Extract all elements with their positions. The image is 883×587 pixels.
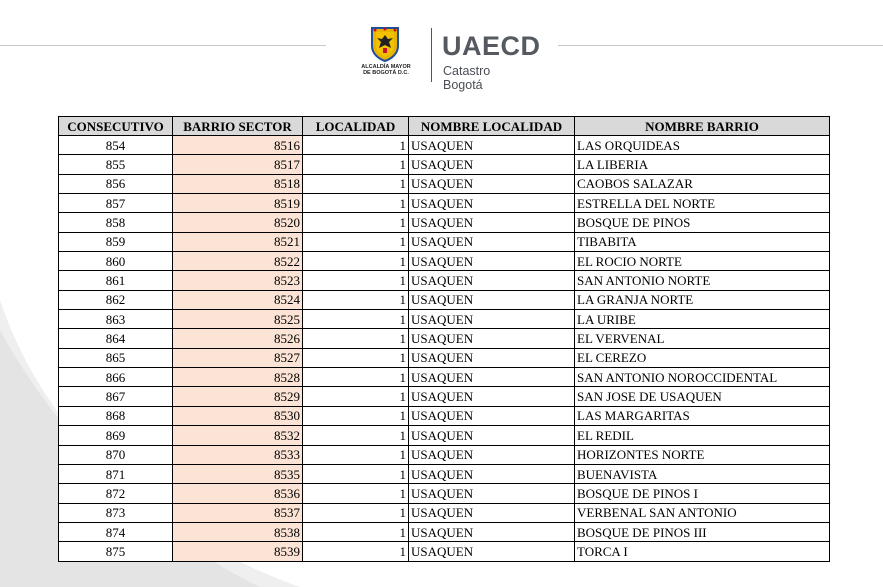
alcaldia-name xyxy=(358,64,414,76)
table-row xyxy=(59,503,830,522)
brand-name: UAECD xyxy=(442,31,541,61)
table-row xyxy=(59,445,830,464)
table-row xyxy=(59,522,830,541)
cell-barrio-sector: 8532 xyxy=(173,426,303,445)
cell-nombre-localidad: USAQUEN xyxy=(409,174,575,193)
uaecd-logo xyxy=(358,26,541,92)
cell-nombre-barrio: EL VERVENAL xyxy=(575,329,830,348)
cell-localidad: 1 xyxy=(303,522,409,541)
cell-barrio-sector: 8529 xyxy=(173,387,303,406)
cell-consecutivo: 855 xyxy=(59,155,173,174)
cell-barrio-sector: 8518 xyxy=(173,174,303,193)
cell-barrio-sector: 8537 xyxy=(173,503,303,522)
table-row xyxy=(59,252,830,271)
logo-divider xyxy=(431,28,432,82)
cell-consecutivo: 875 xyxy=(59,542,173,561)
cell-nombre-barrio: TIBABITA xyxy=(575,232,830,251)
cell-localidad: 1 xyxy=(303,136,409,155)
cell-nombre-localidad: USAQUEN xyxy=(409,406,575,425)
barrios-table xyxy=(58,116,830,562)
cell-barrio-sector: 8526 xyxy=(173,329,303,348)
table-body xyxy=(59,136,830,562)
alcaldia-line-2: DE BOGOTÁ D.C. xyxy=(363,70,409,76)
cell-nombre-barrio: LA LIBERIA xyxy=(575,155,830,174)
cell-consecutivo: 865 xyxy=(59,348,173,367)
cell-nombre-barrio: SAN ANTONIO NOROCCIDENTAL xyxy=(575,368,830,387)
bogota-coat-of-arms-icon xyxy=(370,26,400,62)
cell-consecutivo: 854 xyxy=(59,136,173,155)
cell-barrio-sector: 8519 xyxy=(173,194,303,213)
cell-localidad: 1 xyxy=(303,464,409,483)
column-header-barrio-sector: BARRIO SECTOR xyxy=(173,117,303,136)
cell-nombre-barrio: EL ROCIO NORTE xyxy=(575,252,830,271)
alcaldia-line-1: ALCALDÍA MAYOR xyxy=(361,64,411,70)
cell-nombre-localidad: USAQUEN xyxy=(409,387,575,406)
cell-barrio-sector: 8523 xyxy=(173,271,303,290)
cell-barrio-sector: 8520 xyxy=(173,213,303,232)
table-row xyxy=(59,232,830,251)
cell-nombre-localidad: USAQUEN xyxy=(409,348,575,367)
cell-consecutivo: 868 xyxy=(59,406,173,425)
cell-consecutivo: 861 xyxy=(59,271,173,290)
cell-barrio-sector: 8517 xyxy=(173,155,303,174)
cell-localidad: 1 xyxy=(303,271,409,290)
cell-nombre-localidad: USAQUEN xyxy=(409,290,575,309)
cell-nombre-localidad: USAQUEN xyxy=(409,522,575,541)
table-row xyxy=(59,464,830,483)
cell-localidad: 1 xyxy=(303,252,409,271)
barrios-table-container xyxy=(58,116,830,562)
cell-barrio-sector: 8527 xyxy=(173,348,303,367)
cell-nombre-barrio: EL REDIL xyxy=(575,426,830,445)
column-header-nombre-localidad: NOMBRE LOCALIDAD xyxy=(409,117,575,136)
cell-consecutivo: 866 xyxy=(59,368,173,387)
cell-consecutivo: 856 xyxy=(59,174,173,193)
cell-barrio-sector: 8524 xyxy=(173,290,303,309)
cell-nombre-barrio: LA URIBE xyxy=(575,310,830,329)
cell-localidad: 1 xyxy=(303,155,409,174)
cell-nombre-barrio: VERBENAL SAN ANTONIO xyxy=(575,503,830,522)
cell-nombre-barrio: SAN ANTONIO NORTE xyxy=(575,271,830,290)
cell-nombre-barrio: LAS MARGARITAS xyxy=(575,406,830,425)
brand-subtitle: Catastro Bogotá xyxy=(443,64,491,92)
cell-consecutivo: 864 xyxy=(59,329,173,348)
cell-nombre-barrio: LAS ORQUIDEAS xyxy=(575,136,830,155)
cell-nombre-localidad: USAQUEN xyxy=(409,155,575,174)
table-row xyxy=(59,542,830,561)
cell-nombre-barrio: BUENAVISTA xyxy=(575,464,830,483)
table-row xyxy=(59,290,830,309)
cell-localidad: 1 xyxy=(303,348,409,367)
cell-nombre-localidad: USAQUEN xyxy=(409,542,575,561)
cell-nombre-barrio: TORCA I xyxy=(575,542,830,561)
cell-nombre-localidad: USAQUEN xyxy=(409,329,575,348)
table-row xyxy=(59,329,830,348)
cell-localidad: 1 xyxy=(303,503,409,522)
cell-barrio-sector: 8525 xyxy=(173,310,303,329)
cell-consecutivo: 859 xyxy=(59,232,173,251)
cell-nombre-localidad: USAQUEN xyxy=(409,464,575,483)
cell-consecutivo: 867 xyxy=(59,387,173,406)
table-row xyxy=(59,348,830,367)
cell-nombre-barrio: BOSQUE DE PINOS I xyxy=(575,484,830,503)
cell-localidad: 1 xyxy=(303,310,409,329)
cell-nombre-localidad: USAQUEN xyxy=(409,271,575,290)
cell-localidad: 1 xyxy=(303,290,409,309)
cell-consecutivo: 871 xyxy=(59,464,173,483)
cell-localidad: 1 xyxy=(303,194,409,213)
cell-localidad: 1 xyxy=(303,387,409,406)
cell-localidad: 1 xyxy=(303,426,409,445)
cell-nombre-localidad: USAQUEN xyxy=(409,213,575,232)
cell-nombre-barrio: BOSQUE DE PINOS III xyxy=(575,522,830,541)
column-header-localidad: LOCALIDAD xyxy=(303,117,409,136)
table-row xyxy=(59,213,830,232)
cell-consecutivo: 870 xyxy=(59,445,173,464)
cell-barrio-sector: 8538 xyxy=(173,522,303,541)
cell-nombre-localidad: USAQUEN xyxy=(409,232,575,251)
cell-nombre-barrio: BOSQUE DE PINOS xyxy=(575,213,830,232)
cell-barrio-sector: 8535 xyxy=(173,464,303,483)
page-header xyxy=(0,0,883,100)
cell-nombre-barrio: LA GRANJA NORTE xyxy=(575,290,830,309)
cell-nombre-barrio: EL CEREZO xyxy=(575,348,830,367)
table-row xyxy=(59,194,830,213)
table-row xyxy=(59,426,830,445)
cell-barrio-sector: 8539 xyxy=(173,542,303,561)
column-header-consecutivo: CONSECUTIVO xyxy=(59,117,173,136)
cell-consecutivo: 874 xyxy=(59,522,173,541)
table-row xyxy=(59,271,830,290)
column-header-nombre-barrio: NOMBRE BARRIO xyxy=(575,117,830,136)
cell-nombre-localidad: USAQUEN xyxy=(409,445,575,464)
cell-consecutivo: 869 xyxy=(59,426,173,445)
table-row xyxy=(59,484,830,503)
cell-barrio-sector: 8522 xyxy=(173,252,303,271)
table-row xyxy=(59,387,830,406)
cell-barrio-sector: 8521 xyxy=(173,232,303,251)
cell-nombre-barrio: CAOBOS SALAZAR xyxy=(575,174,830,193)
cell-nombre-localidad: USAQUEN xyxy=(409,503,575,522)
cell-consecutivo: 872 xyxy=(59,484,173,503)
cell-consecutivo: 873 xyxy=(59,503,173,522)
table-row xyxy=(59,136,830,155)
cell-nombre-barrio: SAN JOSE DE USAQUEN xyxy=(575,387,830,406)
cell-nombre-localidad: USAQUEN xyxy=(409,194,575,213)
cell-localidad: 1 xyxy=(303,542,409,561)
cell-nombre-localidad: USAQUEN xyxy=(409,368,575,387)
cell-nombre-localidad: USAQUEN xyxy=(409,136,575,155)
cell-localidad: 1 xyxy=(303,368,409,387)
cell-nombre-barrio: ESTRELLA DEL NORTE xyxy=(575,194,830,213)
cell-localidad: 1 xyxy=(303,484,409,503)
cell-localidad: 1 xyxy=(303,406,409,425)
cell-nombre-localidad: USAQUEN xyxy=(409,426,575,445)
table-row xyxy=(59,406,830,425)
cell-localidad: 1 xyxy=(303,329,409,348)
cell-consecutivo: 863 xyxy=(59,310,173,329)
header-rule-right xyxy=(558,45,883,46)
cell-consecutivo: 858 xyxy=(59,213,173,232)
table-row xyxy=(59,155,830,174)
cell-nombre-barrio: HORIZONTES NORTE xyxy=(575,445,830,464)
cell-consecutivo: 857 xyxy=(59,194,173,213)
cell-consecutivo: 860 xyxy=(59,252,173,271)
cell-barrio-sector: 8533 xyxy=(173,445,303,464)
cell-barrio-sector: 8530 xyxy=(173,406,303,425)
table-header-row xyxy=(59,117,830,136)
cell-consecutivo: 862 xyxy=(59,290,173,309)
table-row xyxy=(59,174,830,193)
cell-nombre-localidad: USAQUEN xyxy=(409,484,575,503)
cell-barrio-sector: 8516 xyxy=(173,136,303,155)
header-rule-left xyxy=(0,45,326,46)
table-row xyxy=(59,310,830,329)
cell-nombre-localidad: USAQUEN xyxy=(409,252,575,271)
cell-localidad: 1 xyxy=(303,232,409,251)
cell-localidad: 1 xyxy=(303,213,409,232)
cell-localidad: 1 xyxy=(303,445,409,464)
cell-nombre-localidad: USAQUEN xyxy=(409,310,575,329)
cell-barrio-sector: 8528 xyxy=(173,368,303,387)
table-row xyxy=(59,368,830,387)
cell-localidad: 1 xyxy=(303,174,409,193)
cell-barrio-sector: 8536 xyxy=(173,484,303,503)
